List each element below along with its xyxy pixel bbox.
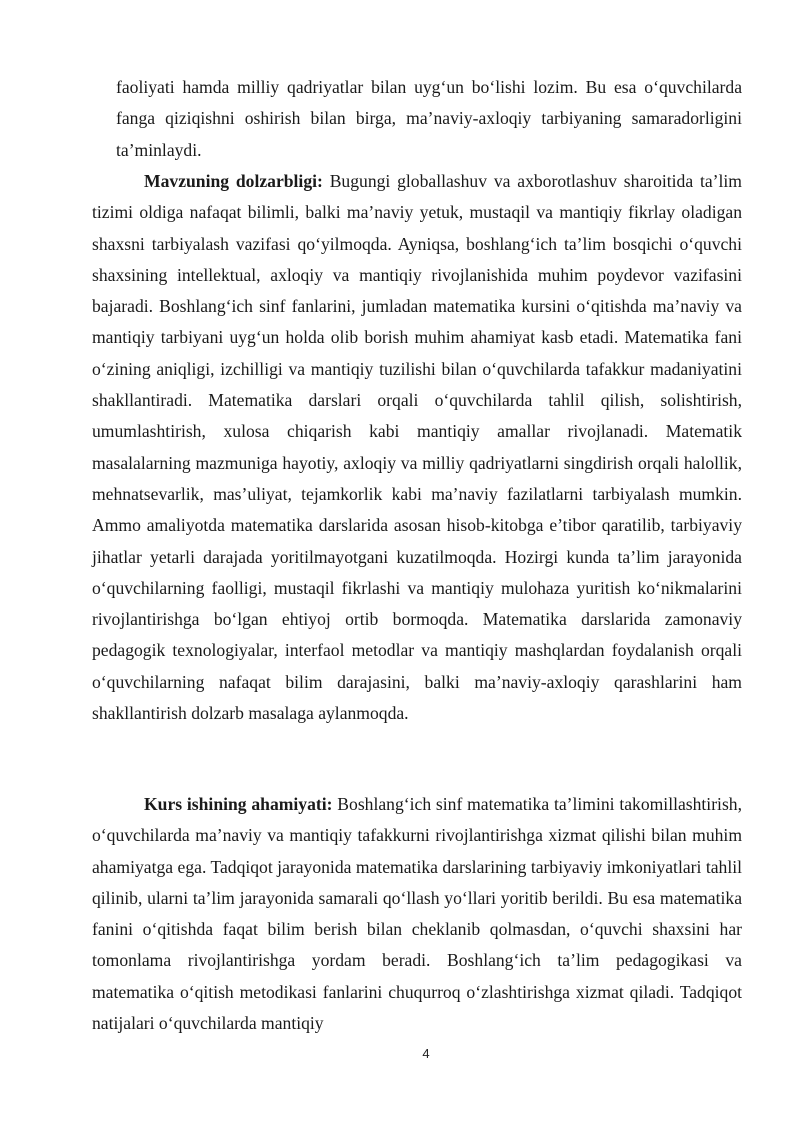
significance-body: Boshlang‘ich sinf matematika ta’limini takomillashtirish, o‘quvchilarda ma’naviy va mantiqiy tafakkurni rivojlantirishga xizmat qilishi bilan muhim ahamiyatga ega. Tadqiqot jarayonida matematika darslarining tarbiyaviy imkoniyatlari tahlil qilinib, ularni ta’lim jarayonida samarali qo‘llash yo‘llari yoritib berildi. Bu esa matematika fanini o‘qitishda faqat bilim berish bilan cheklanib qolmasdan, o‘quvchi shaxsini har tomonlama rivojlantirishga yordam beradi. Boshlang‘ich ta’lim pedagogikasi va matematika o‘qitish metodikasi fanlarini chuqurroq o‘zlashtirishga xizmat qiladi. Tadqiqot natijalari o‘quvchilarda mantiqiy bbox=[92, 794, 742, 1034]
significance-paragraph bbox=[92, 789, 742, 1039]
significance-heading: Kurs ishining ahamiyati: bbox=[144, 794, 333, 814]
intro-paragraph-block bbox=[116, 72, 742, 166]
relevance-heading: Mavzuning dolzarbligi: bbox=[144, 171, 323, 191]
intro-paragraph: faoliyati hamda milliy qadriyatlar bilan uyg‘un bo‘lishi lozim. Bu esa o‘quvchilarda fanga qiziqishni oshirish bilan birga, ma’naviy-axloqiy tarbiyaning samaradorligini ta’minlaydi. bbox=[116, 77, 742, 160]
page-number: 4 bbox=[422, 1046, 430, 1061]
relevance-section bbox=[92, 166, 742, 729]
relevance-body: Bugungi globallashuv va axborotlashuv sharoitida ta’lim tizimi oldiga nafaqat bilimli, balki ma’naviy yetuk, mustaqil va mantiqiy fikrlay oladigan shaxsni tarbiyalash vazifasi qo‘yilmoqda. Ayniqsa, boshlang‘ich ta’lim bosqichi o‘quvchi shaxsining intellektual, axloqiy va mantiqiy rivojlanishida muhim poydevor vazifasini bajaradi. Boshlang‘ich sinf fanlarini, jumladan matematika kursini o‘qitishda ma’naviy va mantiqiy tarbiyani uyg‘un holda olib borish muhim ahamiyat kasb etadi. Matematika fani o‘zining aniqligi, izchilligi va mantiqiy tuzilishi bilan o‘quvchilarda tafakkur madaniyatini shakllantiradi. Matematika darslari orqali o‘quvchilarda tahlil qilish, solishtirish, umumlashtirish, xulosa chiqarish kabi mantiqiy amallar rivojlanadi. Matematik masalalarning mazmuniga hayotiy, axloqiy va milliy qadriyatlarni singdirish orqali halollik, mehnatsevarlik, mas’uliyat, tejamkorlik kabi ma’naviy fazilatlarni tarbiyalash mumkin. Ammo amaliyotda matematika darslarida asosan hisob-kitobga e’tibor qaratilib, tarbiyaviy jihatlar yetarli darajada yoritilmayotgani kuzatilmoqda. Hozirgi kunda ta’lim jarayonida o‘quvchilarning faolligi, mustaqil fikrlashi va mantiqiy mulohaza yuritish ko‘nikmalarini rivojlantirishga bo‘lgan ehtiyoj ortib bormoqda. Matematika darslarida zamonaviy pedagogik texnologiyalar, interfaol metodlar va mantiqiy mashqlardan foydalanish orqali o‘quvchilarning nafaqat bilim darajasini, balki ma’naviy-axloqiy qarashlarini ham shakllantirish dolzarb masalaga aylanmoqda. bbox=[92, 171, 742, 724]
significance-section bbox=[92, 789, 742, 1039]
relevance-paragraph bbox=[92, 166, 742, 729]
